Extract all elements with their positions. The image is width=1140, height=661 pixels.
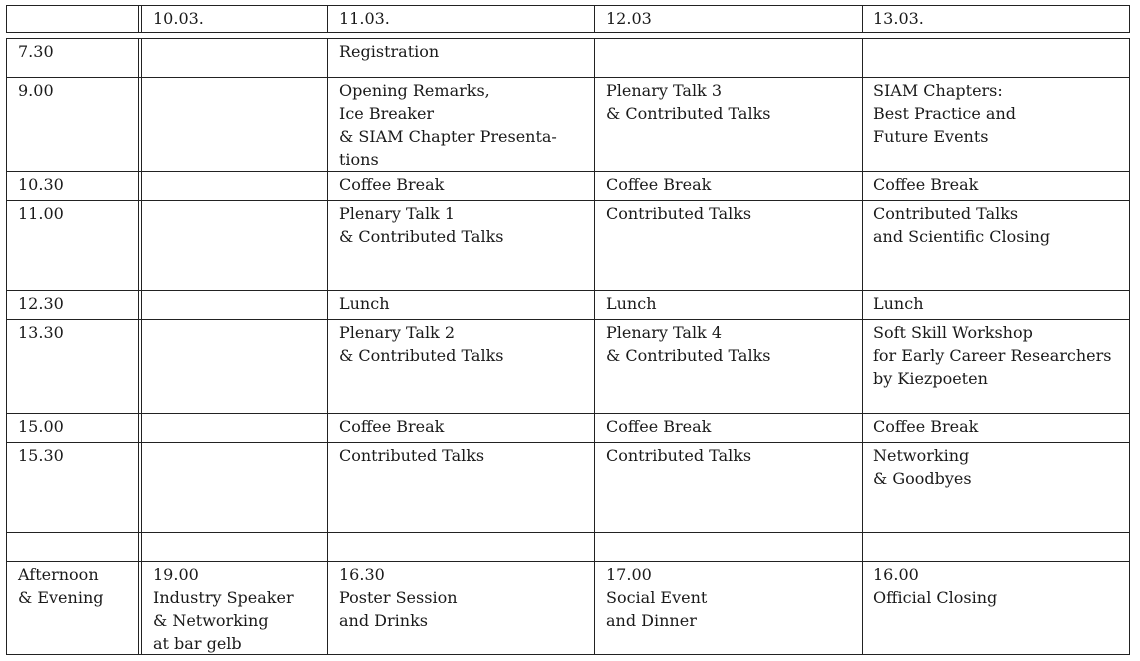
row-3-time-cell [18,173,64,196]
cell-line: Plenary Talk 4 [606,323,723,342]
cell-line: Contributed Talks [873,204,1019,223]
cell-line: Coffee Break [873,175,979,194]
cell-line: 9.00 [18,81,54,100]
row-6-time-cell [18,321,64,344]
row-1-time-cell [18,40,54,63]
row-6-day-4-cell [873,321,1111,390]
row-3-day-2-cell [339,173,444,196]
cell-line: 16.30 [339,565,385,584]
cell-line: & Evening [18,588,104,607]
row-7-day-4-cell [873,415,978,438]
cell-line: SIAM Chapters: [873,81,1003,100]
cell-line: Lunch [873,294,924,313]
row-6-day-3-cell [606,321,770,367]
cell-line: Official Closing [873,588,998,607]
row-2-day-3-cell [606,79,770,125]
row-7-day-3-cell [606,415,711,438]
cell-line: Coffee Break [873,417,979,436]
cell-line: 13.30 [18,323,64,342]
row-1-day-2-cell [339,40,439,63]
cell-line: & Networking [153,611,269,630]
row-4-time-cell [18,202,64,225]
cell-line: 11.00 [18,204,64,223]
row-10-time-cell [18,563,103,609]
row-10-day-4-cell [873,563,997,609]
cell-line: Plenary Talk 1 [339,204,456,223]
cell-line: & Contributed Talks [606,346,771,365]
schedule-body [6,38,1130,655]
cell-line: Future Events [873,127,989,146]
cell-line: 15.30 [18,446,64,465]
cell-line: 7.30 [18,42,54,61]
cell-line: Coffee Break [606,417,712,436]
cell-line: 10.30 [18,175,64,194]
cell-line: Coffee Break [339,417,445,436]
cell-line: & Goodbyes [873,469,972,488]
row-10-day-3-cell [606,563,707,632]
cell-line: & Contributed Talks [339,227,504,246]
cell-line: 17.00 [606,565,652,584]
cell-line: Lunch [339,294,390,313]
row-2-day-2-cell [339,79,557,171]
row-3-day-4-cell [873,173,978,196]
row-4-day-3-cell [606,202,751,225]
cell-line: Ice Breaker [339,104,435,123]
row-2-time-cell [18,79,54,102]
row-8-day-3-cell [606,444,751,467]
cell-line: Poster Session [339,588,458,607]
cell-line: Contributed Talks [339,446,485,465]
cell-line: Registration [339,42,440,61]
row-3-day-3-cell [606,173,711,196]
row-5-day-3-cell [606,292,657,315]
cell-line: Soft Skill Workshop [873,323,1033,342]
cell-line: Contributed Talks [606,446,752,465]
cell-line: Coffee Break [606,175,712,194]
row-4-day-4-cell [873,202,1050,248]
cell-line: 12.30 [18,294,64,313]
cell-line: tions [339,150,379,169]
cell-line: Coffee Break [339,175,445,194]
cell-line: & Contributed Talks [339,346,504,365]
header-day-4: 13.03. [873,9,924,28]
row-4-day-2-cell [339,202,503,248]
cell-line: Afternoon [18,565,99,584]
row-10-day-2-cell [339,563,458,632]
cell-line: Plenary Talk 2 [339,323,456,342]
header-row [6,5,1130,33]
row-7-time-cell [18,415,64,438]
cell-line: for Early Career Researchers [873,346,1112,365]
cell-line: at bar gelb [153,634,242,653]
cell-line: and Scientific Closing [873,227,1051,246]
cell-line: 19.00 [153,565,199,584]
cell-line: and Dinner [606,611,697,630]
header-day-1: 10.03. [153,9,204,28]
cell-line: 15.00 [18,417,64,436]
cell-line: & SIAM Chapter Presenta- [339,127,557,146]
cell-line: Industry Speaker [153,588,294,607]
cell-line: and Drinks [339,611,428,630]
cell-line: Contributed Talks [606,204,752,223]
cell-line: Networking [873,446,970,465]
schedule-table [6,5,1130,655]
row-10-day-1-cell [153,563,294,655]
row-2-day-4-cell [873,79,1016,148]
row-8-day-4-cell [873,444,972,490]
header-day-3: 12.03 [606,9,652,28]
cell-line: Opening Remarks, [339,81,490,100]
row-5-day-2-cell [339,292,390,315]
cell-line: Plenary Talk 3 [606,81,723,100]
cell-line: Lunch [606,294,657,313]
cell-line: 16.00 [873,565,919,584]
row-5-time-cell [18,292,64,315]
cell-line: & Contributed Talks [606,104,771,123]
header-day-2: 11.03. [339,9,390,28]
cell-line: Best Practice and [873,104,1017,123]
cell-line: Social Event [606,588,708,607]
row-8-time-cell [18,444,64,467]
row-6-day-2-cell [339,321,503,367]
row-5-day-4-cell [873,292,924,315]
row-8-day-2-cell [339,444,484,467]
cell-line: by Kiezpoeten [873,369,988,388]
row-7-day-2-cell [339,415,444,438]
